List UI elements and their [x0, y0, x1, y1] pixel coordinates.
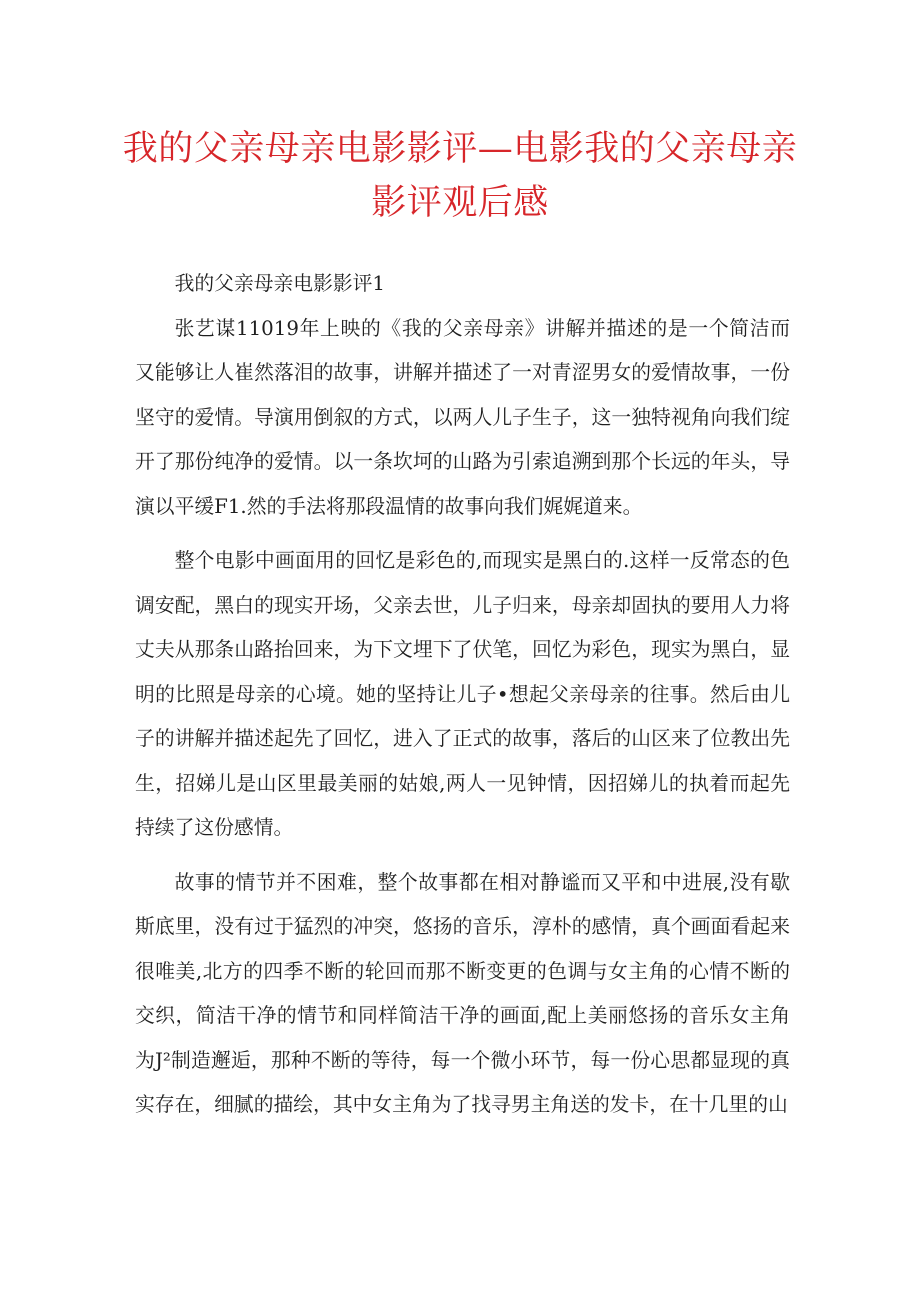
body-paragraph-3: 故事的情节并不困难，整个故事都在相对静谧而又平和中进展,没有歇斯底里，没有过于猛烈的冲突，悠扬的音乐，淳朴的感情，真个画面看起来很唯美,北方的四季不断的轮回而那不断变更的色调与女主角的心情不断的交织，简洁干净的情节和同样简洁干净的画面,配上美丽悠扬的音乐女主角为J²制造邂逅，那种不断的等待，每一个微小环节，每一份心思都显现的真实存在，细腻的描绘，其中女主角为了找寻男主角送的发卡，在十几里的山 — [135, 870, 790, 1116]
body-paragraph-1: 张艺谋11019年上映的《我的父亲母亲》讲解并描述的是一个简洁而又能够让人崔然落泪的故事，讲解并描述了一对青涩男女的爱情故事，一份坚守的爱情。导演用倒叙的方式，以两人儿子生子，这一独特视角向我们绽开了那份纯净的爱情。以一条坎坷的山路为引索追溯到那个长远的年头，导演以平缓F1.然的手法将那段温情的故事向我们娓娓道来。 — [135, 316, 790, 518]
document-title: 我的父亲母亲电影影评—电影我的父亲母亲影评观后感 — [122, 129, 798, 223]
document-body — [135, 262, 790, 1128]
body-paragraph-2: 整个电影中画面用的回忆是彩色的,而现实是黑白的.这样一反常态的色调安配，黑白的现实开场，父亲去世，儿子归来，母亲却固执的要用人力将丈夫从那条山路抬回来，为下文埋下了伏笔，回忆为彩色，现实为黑白，显明的比照是母亲的心境。她的坚持让儿子•想起父亲母亲的往事。然后由儿子的讲解并描述起先了回忆，进入了正式的故事，落后的山区来了位教出先生，招娣儿是山区里最美丽的姑娘,两人一见钟情，因招娣儿的执着而起先持续了这份感情。 — [135, 549, 790, 839]
section-heading: 我的父亲母亲电影影评1 — [174, 272, 385, 295]
